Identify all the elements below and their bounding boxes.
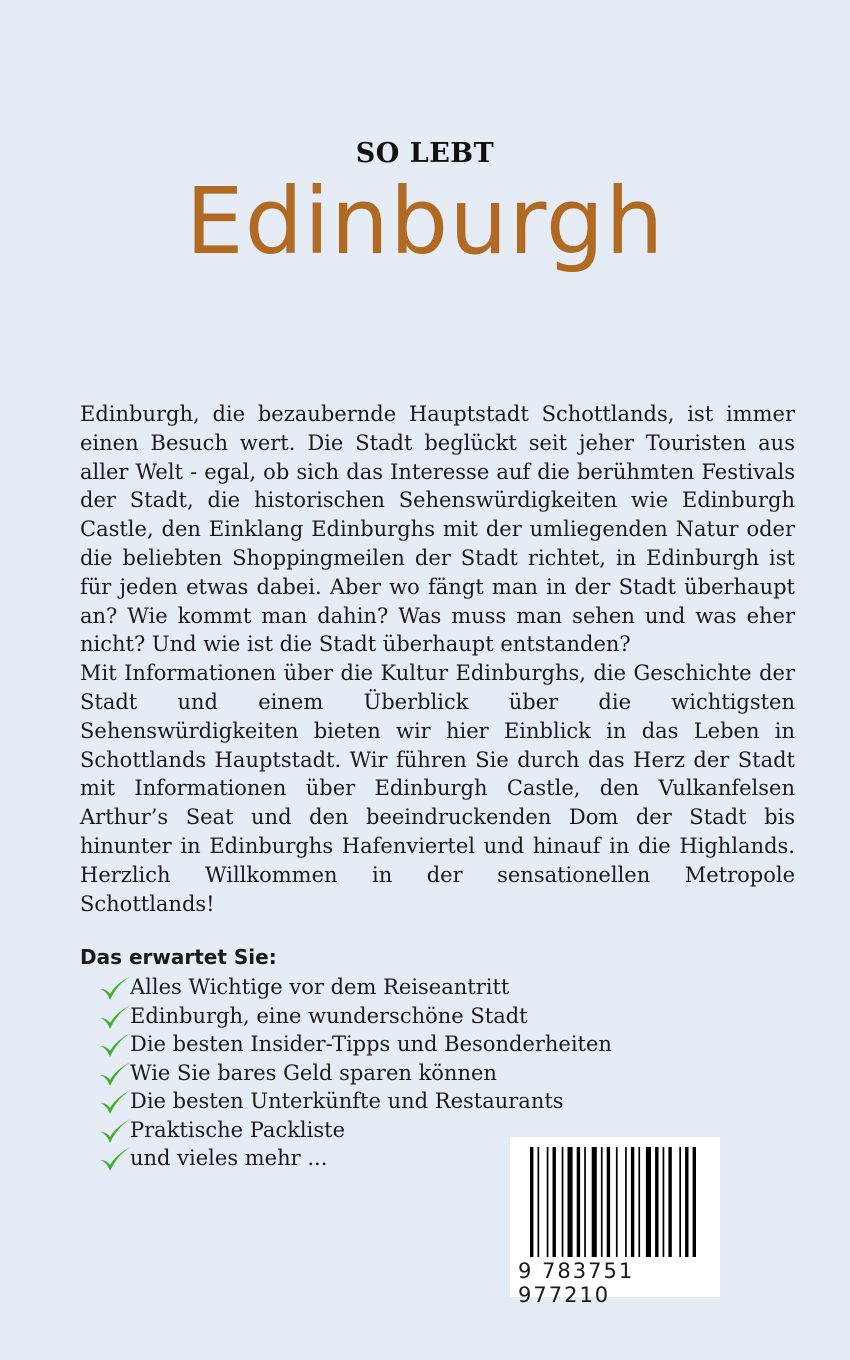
check-icon	[98, 1004, 132, 1032]
barcode-bar	[625, 1147, 627, 1257]
barcode-bar	[693, 1147, 696, 1257]
blurb	[80, 400, 795, 918]
barcode-bar	[547, 1147, 549, 1257]
isbn-number: 9 783751 977210	[518, 1259, 635, 1307]
list-item: und vieles mehr ...	[80, 1144, 500, 1173]
barcode-bar	[530, 1147, 533, 1257]
list-item: Edinburgh, eine wunderschöne Stadt	[80, 1002, 500, 1031]
list-item: Praktische Packliste	[80, 1116, 500, 1145]
isbn-barcode	[510, 1137, 720, 1307]
barcode-bar	[538, 1147, 540, 1257]
check-icon	[98, 975, 132, 1003]
barcode-bar	[668, 1147, 671, 1257]
barcode-bar	[562, 1147, 564, 1257]
list-item: Die besten Insider-Tipps und Besonderheiten	[80, 1030, 500, 1059]
barcode-bar	[679, 1147, 681, 1257]
barcode-bar	[655, 1147, 658, 1257]
check-icon	[98, 1146, 132, 1174]
barcode-bar	[616, 1147, 618, 1257]
barcode-bar	[646, 1147, 651, 1257]
barcode-bar	[584, 1147, 586, 1257]
barcode-bar	[663, 1147, 665, 1257]
check-icon	[98, 1089, 132, 1117]
check-icon	[98, 1061, 132, 1089]
list-item: Wie Sie bares Geld sparen können	[80, 1059, 500, 1088]
list-item: Die besten Unterkünfte und Restaurants	[80, 1087, 500, 1116]
blurb-paragraph-1: Edinburgh, die bezaubernde Hauptstadt Schottlands, ist immer einen Besuch wert. Die Stadt beglückt seit jeher Touristen aus aller Welt - egal, ob sich das Interesse auf die berühmten Festivals der Stadt, die historischen Sehenswürdigkeiten wie Edinburgh Castle, den Einklang Edinburghs mit der umliegenden Natur oder die beliebten Shoppingmeilen der Stadt richtet, in Edinburgh ist für jeden etwas dabei. Aber wo fängt man in der Stadt überhaupt an? Wie kommt man dahin? Was muss man sehen und was eher nicht? Und wie ist die Stadt überhaupt entstanden?	[80, 402, 795, 657]
list-item: Alles Wichtige vor dem Reiseantritt	[80, 973, 500, 1002]
blurb-paragraph-2: Mit Informationen über die Kultur Edinburghs, die Geschichte der Stadt und einem Überblick über die wichtigsten Sehenswürdigkeiten bieten wir hier Einblick in das Leben in Schottlands Hauptstadt. Wir führen Sie durch das Herz der Stadt mit Informationen über Edinburgh Castle, den Vulkanfelsen Arthur’s Seat und den beeindruckenden Dom der Stadt bis hinunter in Edinburghs Hafenviertel und hinauf in die Highlands. Herzlich Willkommen in der sensationellen Metropole Schottlands!	[80, 661, 795, 916]
series-kicker: SO LEBT	[355, 138, 495, 169]
features-heading: Das erwartet Sie:	[80, 945, 277, 969]
barcode-bar	[553, 1147, 556, 1257]
check-icon	[98, 1032, 132, 1060]
features-section	[80, 945, 612, 1173]
barcode-bar	[577, 1147, 580, 1257]
barcode-bar	[601, 1147, 603, 1257]
barcode-bar	[568, 1147, 573, 1257]
barcode-bar	[607, 1147, 610, 1257]
barcode-bar	[685, 1147, 688, 1257]
barcode-bar	[638, 1147, 640, 1257]
check-icon	[98, 1118, 132, 1146]
barcode-bar	[592, 1147, 597, 1257]
book-title: Edinburgh	[185, 168, 665, 275]
barcode-bars	[530, 1147, 700, 1257]
barcode-bar	[631, 1147, 634, 1257]
features-list	[80, 973, 612, 1173]
